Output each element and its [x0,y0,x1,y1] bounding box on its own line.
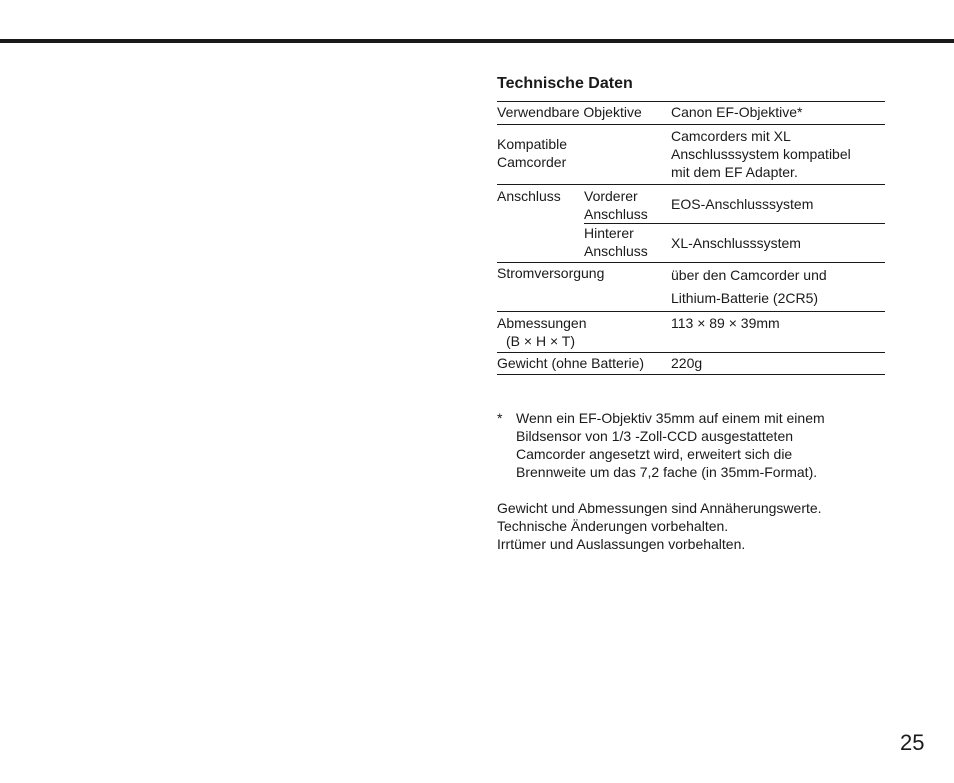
footnote-mark: * [497,410,503,426]
page-number: 25 [900,730,925,755]
spec-label: Kompatible Camcorder [497,136,568,170]
spec-row-power [497,263,885,312]
spec-value: XL-Anschlusssystem [669,224,885,263]
spec-label: Gewicht (ohne Batterie) [497,355,645,371]
spec-sublabel: Hinterer Anschluss [584,224,669,263]
spec-value: 220g [671,355,703,371]
spec-table [497,101,885,375]
spec-value: EOS-Anschlusssystem [671,196,814,212]
header-rule [0,39,954,43]
spec-row-dimensions [497,312,885,353]
section-title: Technische Daten [497,75,633,92]
spec-value: über den Camcorder und Lithium-Batterie (2CR5) [671,267,827,306]
spec-label: Abmessungen (B × H × T) [497,315,587,349]
spec-sublabel: Vorderer Anschluss [584,188,648,222]
spec-row-mount-front [497,185,885,224]
spec-value: 113 × 89 × 39mm [671,315,780,331]
spec-label: Stromversorgung [497,265,605,281]
spec-row-weight [497,353,885,375]
footnote [497,409,885,481]
spec-label: Verwendbare Objektive [497,104,642,120]
footnote-text: Wenn ein EF-Objektiv 35mm auf einem mit einem Bildsensor von 1/3 -Zoll-CCD ausgestatteten Camcorder angesetzt wird, erweitert sich die Brennweite um das 7,2 fache (in 35mm-Format). [516,410,825,480]
disclaimer-notes: Gewicht und Abmessungen sind Annäherungswerte. Technische Änderungen vorbehalten. Irrtümer und Auslassungen vorbehalten. [497,500,822,552]
spec-section [497,74,885,553]
spec-value: Canon EF-Objektive* [671,104,803,120]
spec-row-lens [497,102,885,125]
spec-label: Anschluss [497,188,561,204]
spec-row-camcorder [497,125,885,185]
spec-value: Camcorders mit XL Anschlusssystem kompatibel mit dem EF Adapter. [671,128,851,180]
